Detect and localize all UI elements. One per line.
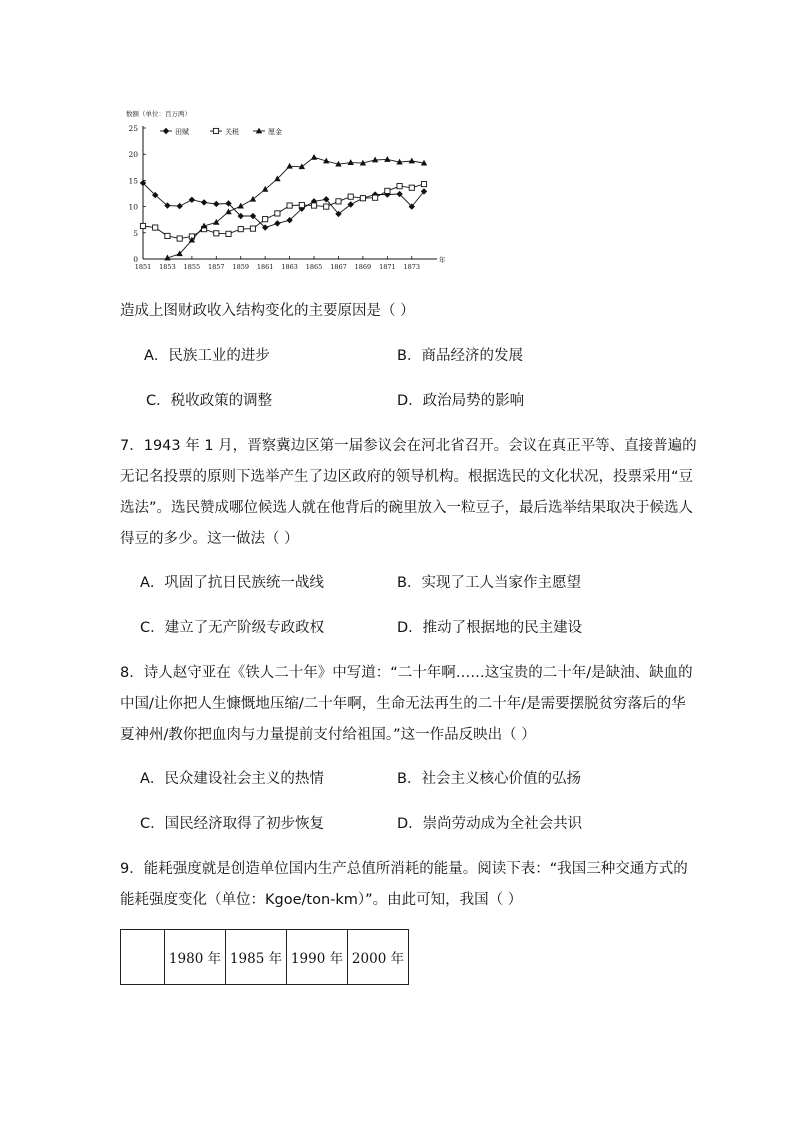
y-tick-label: 15	[128, 176, 138, 186]
table-header-cell: 1990 年	[287, 930, 348, 985]
data-point	[213, 201, 219, 207]
q8-line-1: 8．诗人赵守亚在《铁人二十年》中写道：“二十年啊……这宝贵的二十年/是缺油、缺血的	[120, 665, 693, 681]
q7-option-a[interactable]: A．巩固了抗日民族统一战线	[140, 575, 324, 591]
data-point	[165, 233, 170, 238]
q6-option-c[interactable]: C．税收政策的调整	[146, 393, 273, 409]
x-tick-label: 1871	[379, 263, 396, 270]
series-line	[143, 184, 424, 239]
data-point	[384, 156, 390, 162]
data-point	[336, 199, 341, 204]
x-tick-label: 1859	[232, 263, 250, 270]
chart-svg	[118, 100, 458, 270]
data-point	[385, 188, 390, 193]
q8-option-c[interactable]: C．国民经济取得了初步恢复	[140, 816, 325, 832]
q7-option-c[interactable]: C．建立了无产阶级专政政权	[140, 620, 325, 636]
q7-line-3: 选法”。选民赞成哪位候选人就在他背后的碗里放入一粒豆子，最后选举结果取决于候选人	[120, 500, 694, 516]
table-header-cell	[121, 930, 165, 985]
q7-line-4: 得豆的多少。这一做法（ ）	[120, 531, 299, 547]
table-header-cell: 1980 年	[165, 930, 226, 985]
x-tick-label: 1867	[330, 263, 347, 270]
data-point	[189, 197, 195, 203]
data-point	[262, 186, 268, 192]
q9-line-1: 9．能耗强度就是创造单位国内生产总值所消耗的能量。阅读下表：“我国三种交通方式的	[120, 861, 688, 877]
q8-option-a[interactable]: A．民众建设社会主义的热情	[140, 771, 324, 787]
energy-intensity-table	[120, 929, 409, 985]
data-point	[287, 203, 292, 208]
q8-line-3: 夏神州/教你把血肉与力量提前支付给祖国。”这一作品反映出（ ）	[120, 727, 536, 743]
y-tick-label: 10	[128, 202, 138, 212]
q8-option-b[interactable]: B．社会主义核心价值的弘扬	[397, 771, 581, 787]
q7-option-d[interactable]: D．推动了根据地的民主建设	[397, 620, 583, 636]
table-header-row	[121, 930, 409, 985]
table-header-cell: 1985 年	[226, 930, 287, 985]
data-point	[226, 231, 231, 236]
data-point	[275, 211, 280, 216]
y-axis-title: 数额（单位：百万两）	[126, 110, 191, 118]
data-point	[153, 225, 158, 230]
data-point	[360, 196, 365, 201]
data-point	[324, 204, 329, 209]
data-point	[286, 163, 292, 169]
legend-marker-square	[213, 128, 218, 133]
q6-option-a[interactable]: A．民族工业的进步	[144, 348, 270, 364]
data-point	[238, 227, 243, 232]
x-tick-label: 1869	[354, 263, 372, 270]
data-point	[238, 203, 244, 209]
data-point	[409, 185, 414, 190]
data-point	[274, 220, 280, 226]
q9-line-2: 能耗强度变化（单位：Kgoe/ton-km）”。由此可知，我国（ ）	[120, 892, 523, 908]
data-point	[201, 199, 207, 205]
x-tick-label: 1851	[134, 263, 152, 270]
data-point	[409, 158, 415, 164]
x-tick-label: 1865	[305, 263, 323, 270]
q6-option-b[interactable]: B．商品经济的发展	[397, 348, 523, 364]
data-point	[250, 226, 255, 231]
data-point	[214, 231, 219, 236]
q7-option-b[interactable]: B．实现了工人当家作主愿望	[397, 575, 581, 591]
data-point	[250, 196, 256, 202]
y-tick-label: 20	[128, 150, 138, 160]
data-point	[311, 203, 316, 208]
x-tick-label: 1863	[281, 263, 298, 270]
legend-marker-triangle	[256, 128, 262, 134]
q7-line-1: 7．1943 年 1 月，晋察冀边区第一届参议会在河北省召开。会议在真正平等、直接普遍的	[120, 438, 697, 454]
revenue-line-chart	[118, 100, 458, 270]
data-point	[347, 159, 353, 165]
legend-label: 关税	[225, 128, 239, 136]
legend-marker-diamond	[163, 128, 169, 134]
q6-option-d[interactable]: D．政治局势的影响	[397, 393, 525, 409]
table-header-cell: 2000 年	[348, 930, 409, 985]
data-point	[421, 181, 426, 186]
data-point	[263, 217, 268, 222]
data-point	[176, 203, 182, 209]
data-point	[225, 208, 231, 214]
data-point	[311, 154, 317, 160]
x-tick-label: 1861	[256, 263, 274, 270]
data-point	[397, 184, 402, 189]
series-line	[143, 183, 424, 228]
x-tick-label: 1857	[208, 263, 225, 270]
data-point	[299, 202, 304, 207]
x-axis-title: 年	[439, 256, 446, 264]
x-tick-label: 1855	[183, 263, 201, 270]
legend-label: 田赋	[175, 128, 189, 136]
data-point	[348, 194, 353, 199]
q8-line-2: 中国/让你把人生慷慨地压缩/二十年啊，生命无法再生的二十年/是需要摆脱贫穷落后的华	[120, 696, 686, 712]
q6-stem: 造成上图财政收入结构变化的主要原因是（ ）	[120, 303, 415, 319]
x-tick-label: 1873	[403, 263, 421, 270]
q7-line-2: 无记名投票的原则下选举产生了边区政府的领导机构。根据选民的文化状况，投票采用“豆	[120, 469, 694, 485]
data-point	[373, 195, 378, 200]
q8-option-d[interactable]: D．崇尚劳动成为全社会共识	[397, 816, 583, 832]
y-tick-label: 5	[133, 228, 138, 238]
y-tick-label: 25	[128, 124, 138, 133]
series-line	[167, 157, 424, 258]
data-point	[177, 236, 182, 241]
y-tick-label: 0	[133, 255, 138, 264]
data-point	[140, 223, 145, 228]
x-tick-label: 1853	[159, 263, 176, 270]
legend-label: 厘金	[268, 128, 282, 136]
